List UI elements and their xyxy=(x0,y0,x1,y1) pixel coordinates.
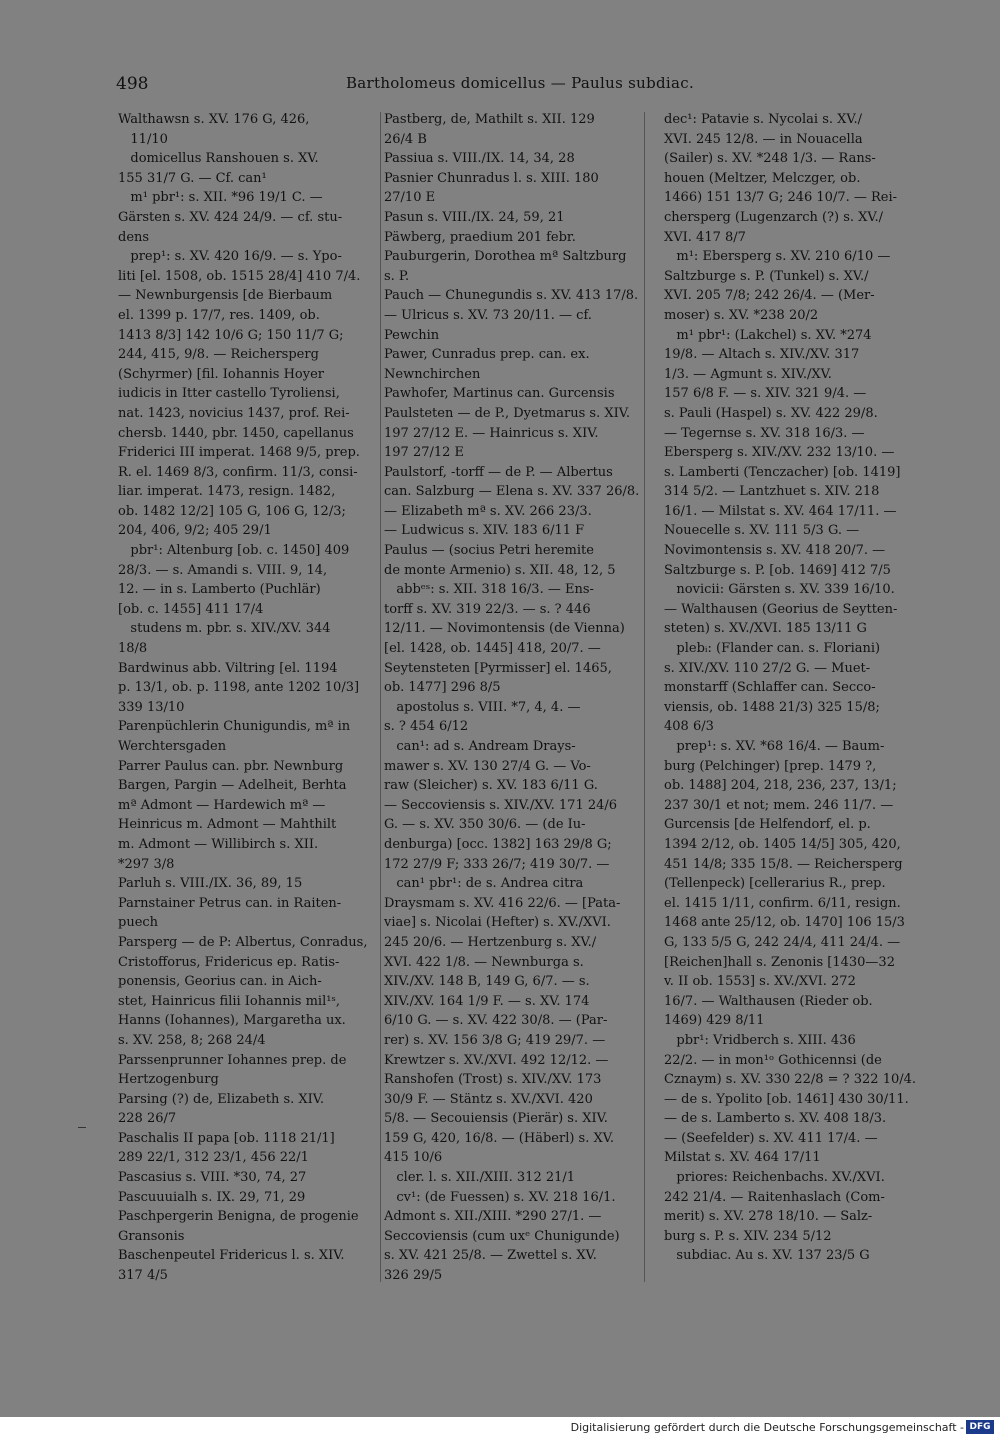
index-line: Päwberg, praedium 201 febr. xyxy=(384,229,576,245)
index-line: rer) s. XV. 156 3/8 G; 419 29/7. — xyxy=(384,1032,606,1048)
index-line: Hertzogenburg xyxy=(118,1072,219,1088)
index-line: 244, 415, 9/8. — Reichersperg xyxy=(118,347,319,363)
index-column-1 xyxy=(118,110,380,1286)
index-line: Milstat s. XV. 464 17/11 xyxy=(664,1150,821,1166)
index-line: can¹ pbr¹: de s. Andrea citra xyxy=(384,876,584,892)
index-line: chersb. 1440, pbr. 1450, capellanus xyxy=(118,425,354,441)
index-line: 27/10 E xyxy=(384,190,436,206)
index-line: 289 22/1, 312 23/1, 456 22/1 xyxy=(118,1150,309,1166)
index-line: 1/3. — Agmunt s. XIV./XV. xyxy=(664,366,832,382)
index-line: Admont s. XII./XIII. *290 27/1. — xyxy=(384,1209,602,1225)
index-line: m¹: Ebersperg s. XV. 210 6/10 — xyxy=(664,249,891,265)
index-line: m¹ pbr¹: (Lakchel) s. XV. *274 xyxy=(664,327,872,343)
index-line: XIV./XV. 148 B, 149 G, 6/7. — s. xyxy=(384,974,590,990)
index-line: — de s. Ypolito [ob. 1461] 430 30/11. xyxy=(664,1091,909,1107)
index-line: Gärsten s. XV. 424 24/9. — cf. stu- xyxy=(118,209,343,225)
index-line: 228 26/7 xyxy=(118,1111,177,1127)
index-line: monstarff (Schlaffer can. Secco- xyxy=(664,680,876,696)
index-line: Hanns (Iohannes), Margaretha ux. xyxy=(118,1013,346,1029)
index-line: cler. l. s. XII./XIII. 312 21/1 xyxy=(384,1170,576,1186)
index-line: Paulstorf, -torff — de P. — Albertus xyxy=(384,464,613,480)
index-line: 1466) 151 13/7 G; 246 10/7. — Rei- xyxy=(664,190,898,206)
index-line: 1468 ante 25/12, ob. 1470] 106 15/3 xyxy=(664,915,905,931)
index-line: denburga) [occ. 1382] 163 29/8 G; xyxy=(384,836,612,852)
index-line: Parrer Paulus can. pbr. Newnburg xyxy=(118,758,344,774)
index-line: can. Salzburg — Elena s. XV. 337 26/8. xyxy=(384,484,640,500)
index-line: chersperg (Lugenzarch (?) s. XV./ xyxy=(664,209,884,225)
index-line: Ebersperg s. XIV./XV. 232 13/10. — xyxy=(664,445,895,461)
index-line: steten) s. XV./XVI. 185 13/11 G xyxy=(664,621,867,637)
index-line: Pascasius s. VIII. *30, 74, 27 xyxy=(118,1170,307,1186)
index-line: 197 27/12 E. — Hainricus s. XIV. xyxy=(384,425,599,441)
index-line: s. XV. 421 25/8. — Zwettel s. XV. xyxy=(384,1248,597,1264)
index-line: viensis, ob. 1488 21/3) 325 15/8; xyxy=(664,699,880,715)
index-line: el. 1399 p. 17/7, res. 1409, ob. xyxy=(118,307,320,323)
index-line: G, 133 5/5 G, 242 24/4, 411 24/4. — xyxy=(664,934,901,950)
index-line: el. 1415 1/11, confirm. 6/11, resign. xyxy=(664,895,901,911)
index-line: 12/11. — Novimontensis (de Vienna) xyxy=(384,621,625,637)
index-line: — Tegernse s. XV. 318 16/3. — xyxy=(664,425,865,441)
index-line: Paschpergerin Benigna, de progenie xyxy=(118,1209,359,1225)
index-line: domicellus Ranshouen s. XV. xyxy=(118,151,319,167)
index-line: 1394 2/12, ob. 1405 14/5] 305, 420, xyxy=(664,836,901,852)
index-line: 22/2. — in mon¹ᵒ Gothicennsi (de xyxy=(664,1052,882,1068)
index-line: m¹ pbr¹: s. XII. *96 19/1 C. — xyxy=(118,190,323,206)
index-line: — Seccoviensis s. XIV./XV. 171 24/6 xyxy=(384,797,618,813)
index-line: Bargen, Pargin — Adelheit, Berhta xyxy=(118,778,347,794)
index-line: 5/8. — Secouiensis (Pierär) s. XIV. xyxy=(384,1111,608,1127)
index-line: dens xyxy=(118,229,150,245)
index-line: Parsing (?) de, Elizabeth s. XIV. xyxy=(118,1091,325,1107)
index-line: Newnchirchen xyxy=(384,366,481,382)
index-line: Pauch — Chunegundis s. XV. 413 17/8. xyxy=(384,288,639,304)
index-line: — Newnburgensis [de Bierbaum xyxy=(118,288,333,304)
index-line: puech xyxy=(118,915,159,931)
index-line: ob. 1477] 296 8/5 xyxy=(384,680,501,696)
index-line: 172 27/9 F; 333 26/7; 419 30/7. — xyxy=(384,856,610,872)
index-line: — Ulricus s. XV. 73 20/11. — cf. xyxy=(384,307,592,323)
index-line: Pawer, Cunradus prep. can. ex. xyxy=(384,347,590,363)
index-line: — de s. Lamberto s. XV. 408 18/3. xyxy=(664,1111,887,1127)
index-line: 314 5/2. — Lantzhuet s. XIV. 218 xyxy=(664,484,880,500)
index-line: Pawhofer, Martinus can. Gurcensis xyxy=(384,386,615,402)
index-line: 408 6/3 xyxy=(664,719,714,735)
index-line: Friderici III imperat. 1468 9/5, prep. xyxy=(118,445,360,461)
index-line: dec¹: Patavie s. Nycolai s. XV./ xyxy=(664,112,863,127)
index-line: de monte Armenio) s. XII. 48, 12, 5 xyxy=(384,562,616,578)
funding-notice: Digitalisierung gefördert durch die Deutsche Forschungsgemeinschaft - xyxy=(570,1421,964,1434)
index-line: Bardwinus abb. Viltring [el. 1194 xyxy=(118,660,338,676)
index-line: Ranshofen (Trost) s. XIV./XV. 173 xyxy=(384,1072,602,1088)
column-rule-1 xyxy=(380,112,381,1282)
index-line: Pasun s. VIII./IX. 24, 59, 21 xyxy=(384,209,565,225)
index-line: — Walthausen (Georius de Seytten- xyxy=(664,601,898,617)
index-line: 11/10 xyxy=(118,131,168,147)
column-rule-2 xyxy=(644,112,645,1282)
index-line: Cristofforus, Fridericus ep. Ratis- xyxy=(118,954,340,970)
index-line: 12. — in s. Lamberto (Puchlär) xyxy=(118,582,321,598)
index-line: ponensis, Georius can. in Aich- xyxy=(118,974,322,990)
index-line: 451 14/8; 335 15/8. — Reichersperg xyxy=(664,856,903,872)
index-line: 16/1. — Milstat s. XV. 464 17/11. — xyxy=(664,503,897,519)
index-line: (Sailer) s. XV. *248 1/3. — Rans- xyxy=(664,151,876,167)
index-line: m. Admont — Willibirch s. XII. xyxy=(118,836,319,852)
index-column-3 xyxy=(664,110,920,1266)
index-line: mª Admont — Hardewich mª — xyxy=(118,797,326,813)
index-line: houen (Meltzer, Melczger, ob. xyxy=(664,170,861,186)
index-line: iudicis in Itter castello Tyroliensi, xyxy=(118,386,340,402)
index-line: Novimontensis s. XV. 418 20/7. — xyxy=(664,543,886,559)
index-line: 415 10/6 xyxy=(384,1150,443,1166)
index-line: Paulsteten — de P., Dyetmarus s. XIV. xyxy=(384,405,630,421)
index-line: *297 3/8 xyxy=(118,856,175,872)
index-line: XVI. 245 12/8. — in Nouacella xyxy=(664,131,863,147)
index-line: pbr¹: Vridberch s. XIII. 436 xyxy=(664,1032,856,1048)
index-line: p. 13/1, ob. p. 1198, ante 1202 10/3] xyxy=(118,680,360,696)
index-line: 1413 8/3] 142 10/6 G; 150 11/7 G; xyxy=(118,327,344,343)
index-line: Seccoviensis (cum uxᵉ Chunigunde) xyxy=(384,1228,620,1244)
index-line: [el. 1428, ob. 1445] 418, 20/7. — xyxy=(384,641,601,657)
index-line: ob. 1482 12/2] 105 G, 106 G, 12/3; xyxy=(118,503,346,519)
index-line: mawer s. XV. 130 27/4 G. — Vo- xyxy=(384,758,591,774)
index-line: Walthawsn s. XV. 176 G, 426, xyxy=(118,112,310,127)
index-line: G. — s. XV. 350 30/6. — (de Iu- xyxy=(384,817,586,833)
index-line: Parenpüchlerin Chunigundis, mª in xyxy=(118,719,351,735)
index-line: torff s. XV. 319 22/3. — s. ? 446 xyxy=(384,601,591,617)
index-line: 197 27/12 E xyxy=(384,445,465,461)
index-line: 18/8 xyxy=(118,641,148,657)
index-line: Gurcensis [de Helfendorf, el. p. xyxy=(664,817,871,833)
index-line: Pewchin xyxy=(384,327,440,343)
index-line: XVI. 205 7/8; 242 26/4. — (Mer- xyxy=(664,288,875,304)
index-line: Gransonis xyxy=(118,1228,185,1244)
index-line: [ob. c. 1455] 411 17/4 xyxy=(118,601,264,617)
index-line: (Tellenpeck) [cellerarius R., prep. xyxy=(664,876,886,892)
index-line: 339 13/10 xyxy=(118,699,185,715)
index-line: burg s. P. s. XIV. 234 5/12 xyxy=(664,1228,832,1244)
index-line: Heinricus m. Admont — Mahthilt xyxy=(118,817,337,833)
index-line: Saltzburge s. P. [ob. 1469] 412 7/5 xyxy=(664,562,891,578)
running-head: Bartholomeus domicellus — Paulus subdiac. xyxy=(345,74,695,92)
index-line: 204, 406, 9/2; 405 29/1 xyxy=(118,523,272,539)
index-line: 19/8. — Altach s. XIV./XV. 317 xyxy=(664,347,860,363)
index-line: Pascuuuialh s. IX. 29, 71, 29 xyxy=(118,1189,306,1205)
index-line: can¹: ad s. Andream Drays- xyxy=(384,739,576,754)
index-line: XVI. 417 8/7 xyxy=(664,229,746,245)
index-line: Cznaym) s. XV. 330 22/8 = ? 322 10/4. xyxy=(664,1072,917,1088)
index-line: Saltzburge s. P. (Tunkel) s. XV./ xyxy=(664,268,869,284)
index-line: Parluh s. VIII./IX. 36, 89, 15 xyxy=(118,876,303,892)
index-line: ob. 1488] 204, 218, 236, 237, 13/1; xyxy=(664,778,897,794)
index-line: Paulus — (socius Petri heremite xyxy=(384,543,594,559)
index-line: Werchtersgaden xyxy=(118,739,227,754)
index-line: 28/3. — s. Amandi s. VIII. 9, 14, xyxy=(118,562,328,578)
index-line: nat. 1423, novicius 1437, prof. Rei- xyxy=(118,405,350,421)
index-column-2 xyxy=(384,110,640,1286)
index-line: pbr¹: Altenburg [ob. c. 1450] 409 xyxy=(118,543,350,559)
index-line: s. XIV./XV. 110 27/2 G. — Muet- xyxy=(664,660,871,676)
page-number: 498 xyxy=(116,74,149,94)
index-line: 155 31/7 G. — Cf. can¹ xyxy=(118,170,267,186)
index-line: burg (Pelchinger) [prep. 1479 ?, xyxy=(664,758,877,774)
index-line: Pauburgerin, Dorothea mª Saltzburg xyxy=(384,249,627,265)
index-line: viae] s. Nicolai (Hefter) s. XV./XVI. xyxy=(384,915,611,931)
index-line: Nouecelle s. XV. 111 5/3 G. — xyxy=(664,523,860,539)
index-line: v. II ob. 1553] s. XV./XVI. 272 xyxy=(664,974,856,990)
index-line: 237 30/1 et not; mem. 246 11/7. — xyxy=(664,797,894,813)
margin-mark xyxy=(78,1127,86,1128)
index-line: s. ? 454 6/12 xyxy=(384,719,469,735)
index-line: 30/9 F. — Stäntz s. XV./XVI. 420 xyxy=(384,1091,593,1107)
index-line: Parssenprunner Iohannes prep. de xyxy=(118,1052,347,1068)
index-line: Draysmam s. XV. 416 22/6. — [Pata- xyxy=(384,895,621,911)
index-line: s. Lamberti (Tenczacher) [ob. 1419] xyxy=(664,464,901,480)
index-line: abbᵉˢ: s. XII. 318 16/3. — Ens- xyxy=(384,582,594,598)
index-line: 16/7. — Walthausen (Rieder ob. xyxy=(664,993,873,1009)
index-line: liti [el. 1508, ob. 1515 28/4] 410 7/4. xyxy=(118,268,361,284)
index-line: plebᵢ: (Flander can. s. Floriani) xyxy=(664,641,881,657)
index-line: R. el. 1469 8/3, confirm. 11/3, consi- xyxy=(118,464,358,480)
index-line: — (Seefelder) s. XV. 411 17/4. — xyxy=(664,1130,878,1146)
index-line: moser) s. XV. *238 20/2 xyxy=(664,307,819,323)
index-line: studens m. pbr. s. XIV./XV. 344 xyxy=(118,621,331,637)
index-line: Krewtzer s. XV./XVI. 492 12/12. — xyxy=(384,1052,609,1068)
index-line: raw (Sleicher) s. XV. 183 6/11 G. xyxy=(384,778,598,794)
index-line: apostolus s. VIII. *7, 4, 4. — xyxy=(384,699,581,715)
dfg-logo: DFG xyxy=(966,1420,994,1434)
index-line: 317 4/5 xyxy=(118,1268,168,1284)
index-line: liar. imperat. 1473, resign. 1482, xyxy=(118,484,336,500)
index-line: Pastberg, de, Mathilt s. XII. 129 xyxy=(384,112,595,127)
index-line: merit) s. XV. 278 18/10. — Salz- xyxy=(664,1209,873,1225)
index-line: 242 21/4. — Raitenhaslach (Com- xyxy=(664,1189,885,1205)
index-line: s. XV. 258, 8; 268 24/4 xyxy=(118,1032,266,1048)
index-line: subdiac. Au s. XV. 137 23/5 G xyxy=(664,1248,870,1264)
index-line: 326 29/5 xyxy=(384,1268,443,1284)
index-line: XIV./XV. 164 1/9 F. — s. XV. 174 xyxy=(384,993,590,1009)
index-line: Pasnier Chunradus l. s. XIII. 180 xyxy=(384,170,599,186)
index-line: Parsperg — de P: Albertus, Conradus, xyxy=(118,934,368,950)
index-line: Seytensteten [Pyrmisser] el. 1465, xyxy=(384,660,612,676)
index-line: XVI. 422 1/8. — Newnburga s. xyxy=(384,954,584,970)
index-line: 245 20/6. — Hertzenburg s. XV./ xyxy=(384,934,597,950)
index-line: s. P. xyxy=(384,268,410,284)
index-line: cv¹: (de Fuessen) s. XV. 218 16/1. xyxy=(384,1189,616,1205)
index-line: Baschenpeutel Fridericus l. s. XIV. xyxy=(118,1248,345,1264)
index-line: 1469) 429 8/11 xyxy=(664,1013,765,1029)
index-line: 26/4 B xyxy=(384,131,427,147)
index-line: priores: Reichenbachs. XV./XVI. xyxy=(664,1170,885,1186)
index-line: (Schyrmer) [fil. Iohannis Hoyer xyxy=(118,366,325,382)
index-line: prep¹: s. XV. 420 16/9. — s. Ypo- xyxy=(118,249,342,265)
index-line: — Ludwicus s. XIV. 183 6/11 F xyxy=(384,523,585,539)
index-line: novicii: Gärsten s. XV. 339 16/10. xyxy=(664,582,895,598)
index-line: stet, Hainricus filii Iohannis mil¹ˢ, xyxy=(118,993,340,1009)
index-line: 157 6/8 F. — s. XIV. 321 9/4. — xyxy=(664,386,867,402)
index-line: 6/10 G. — s. XV. 422 30/8. — (Par- xyxy=(384,1013,608,1029)
index-line: Parnstainer Petrus can. in Raiten- xyxy=(118,895,342,911)
index-line: s. Pauli (Haspel) s. XV. 422 29/8. xyxy=(664,405,878,421)
index-line: [Reichen]hall s. Zenonis [1430—32 xyxy=(664,954,895,970)
index-line: Passiua s. VIII./IX. 14, 34, 28 xyxy=(384,151,575,167)
index-line: prep¹: s. XV. *68 16/4. — Baum- xyxy=(664,739,885,754)
index-line: 159 G, 420, 16/8. — (Häberl) s. XV. xyxy=(384,1130,614,1146)
index-line: Paschalis II papa [ob. 1118 21/1] xyxy=(118,1130,335,1146)
index-line: — Elizabeth mª s. XV. 266 23/3. xyxy=(384,503,592,519)
